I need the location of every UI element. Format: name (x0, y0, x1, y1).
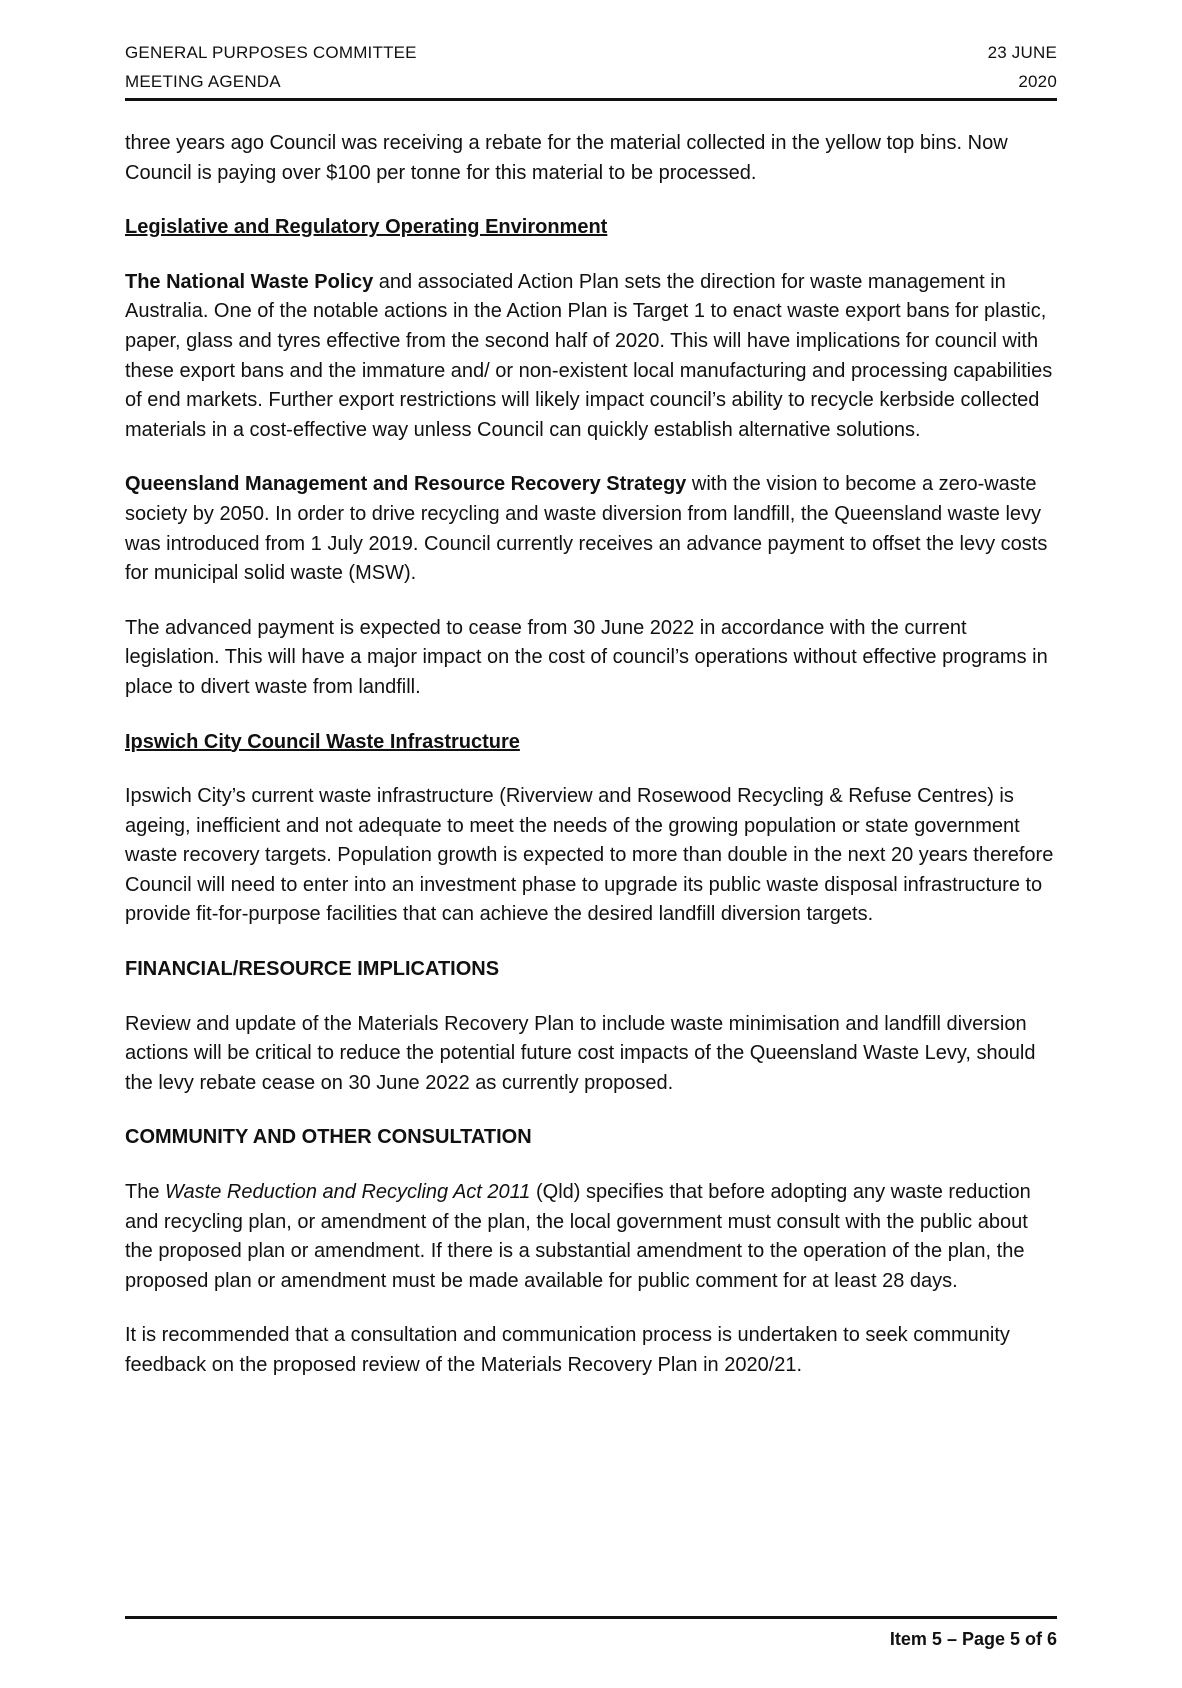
meeting-date-year: 2020 (1018, 72, 1057, 91)
document-type: MEETING AGENDA (125, 72, 281, 91)
national-waste-policy-text: and associated Action Plan sets the direction for waste management in Australia. One of the notable actions in the Action Plan is Target 1 to enact waste export bans for plastic, paper, glass and tyres effective from the second half of 2020. This will have implications for council with these export bans and the immature and/ or non-existent local manufacturing and processing capabilities of end markets. Further export restrictions will likely impact council’s ability to recycle kerbside collected materials in a cost-effective way unless Council can quickly establish alternative solutions. (125, 270, 1053, 441)
paragraph-advance-payment: The advanced payment is expected to cease from 30 June 2022 in accordance with the current legislation. This will have a major impact on the cost of council’s operations without effective programs in place to divert waste from landfill. (125, 616, 1048, 698)
meeting-date-day: 23 JUNE (987, 43, 1057, 62)
section-heading-financial: FINANCIAL/RESOURCE IMPLICATIONS (125, 958, 500, 981)
header-divider (125, 98, 1057, 101)
paragraph-intro: three years ago Council was receiving a rebate for the material collected in the yellow top bins. Now Council is paying over $100 per tonne for this material to be processed. (125, 132, 1008, 184)
document-body (125, 129, 1057, 1381)
paragraph-act (125, 1178, 1057, 1296)
qld-strategy-title: Queensland Management and Resource Recovery Strategy (125, 473, 687, 496)
act-text: (Qld) specifies that before adopting any waste reduction and recycling plan, or amendment of the plan, the local government must consult with the public about the proposed plan or amendment. If there is a substantial amendment to the operation of the plan, the proposed plan or amendment must be made available for public comment for at least 28 days. (125, 1181, 1031, 1292)
act-title: Waste Reduction and Recycling Act 2011 (165, 1181, 531, 1204)
section-heading-ipswich: Ipswich City Council Waste Infrastructure (125, 730, 520, 753)
page-number: Item 5 – Page 5 of 6 (889, 1629, 1057, 1649)
paragraph-national-waste-policy (125, 268, 1057, 446)
paragraph-recommendation: It is recommended that a consultation and communication process is undertaken to seek community feedback on the proposed review of the Materials Recovery Plan in 2020/21. (125, 1324, 1010, 1376)
section-heading-legislative: Legislative and Regulatory Operating Environment (125, 216, 608, 239)
page-header (125, 38, 1057, 96)
paragraph-qld-strategy (125, 470, 1057, 588)
footer-divider (125, 1616, 1057, 1619)
paragraph-ipswich-infrastructure: Ipswich City’s current waste infrastructure (Riverview and Rosewood Recycling & Refuse Centres) is ageing, inefficient and not adequate to meet the needs of the growing population or state government waste recovery targets. Population growth is expected to more than double in the next 20 years therefore Council will need to enter into an investment phase to upgrade its public waste disposal infrastructure to provide fit-for-purpose facilities that can achieve the desired landfill diversion targets. (125, 785, 1054, 926)
section-heading-community: COMMUNITY AND OTHER CONSULTATION (125, 1126, 532, 1149)
paragraph-financial: Review and update of the Materials Recovery Plan to include waste minimisation and landfill diversion actions will be critical to reduce the potential future cost impacts of the Queensland Waste Levy, should the levy rebate cease on 30 June 2022 as currently proposed. (125, 1012, 1036, 1094)
act-text-pre: The (125, 1181, 166, 1204)
national-waste-policy-title: The National Waste Policy (125, 270, 374, 293)
committee-name: GENERAL PURPOSES COMMITTEE (125, 43, 417, 62)
header-left (125, 38, 417, 96)
page-footer (125, 1616, 1057, 1650)
qld-strategy-text: with the vision to become a zero-waste society by 2050. In order to drive recycling and waste diversion from landfill, the Queensland waste levy was introduced from 1 July 2019. Council currently receives an advance payment to offset the levy costs for municipal solid waste (MSW). (125, 473, 1048, 585)
header-right (988, 38, 1057, 96)
document-page (125, 38, 1057, 1668)
